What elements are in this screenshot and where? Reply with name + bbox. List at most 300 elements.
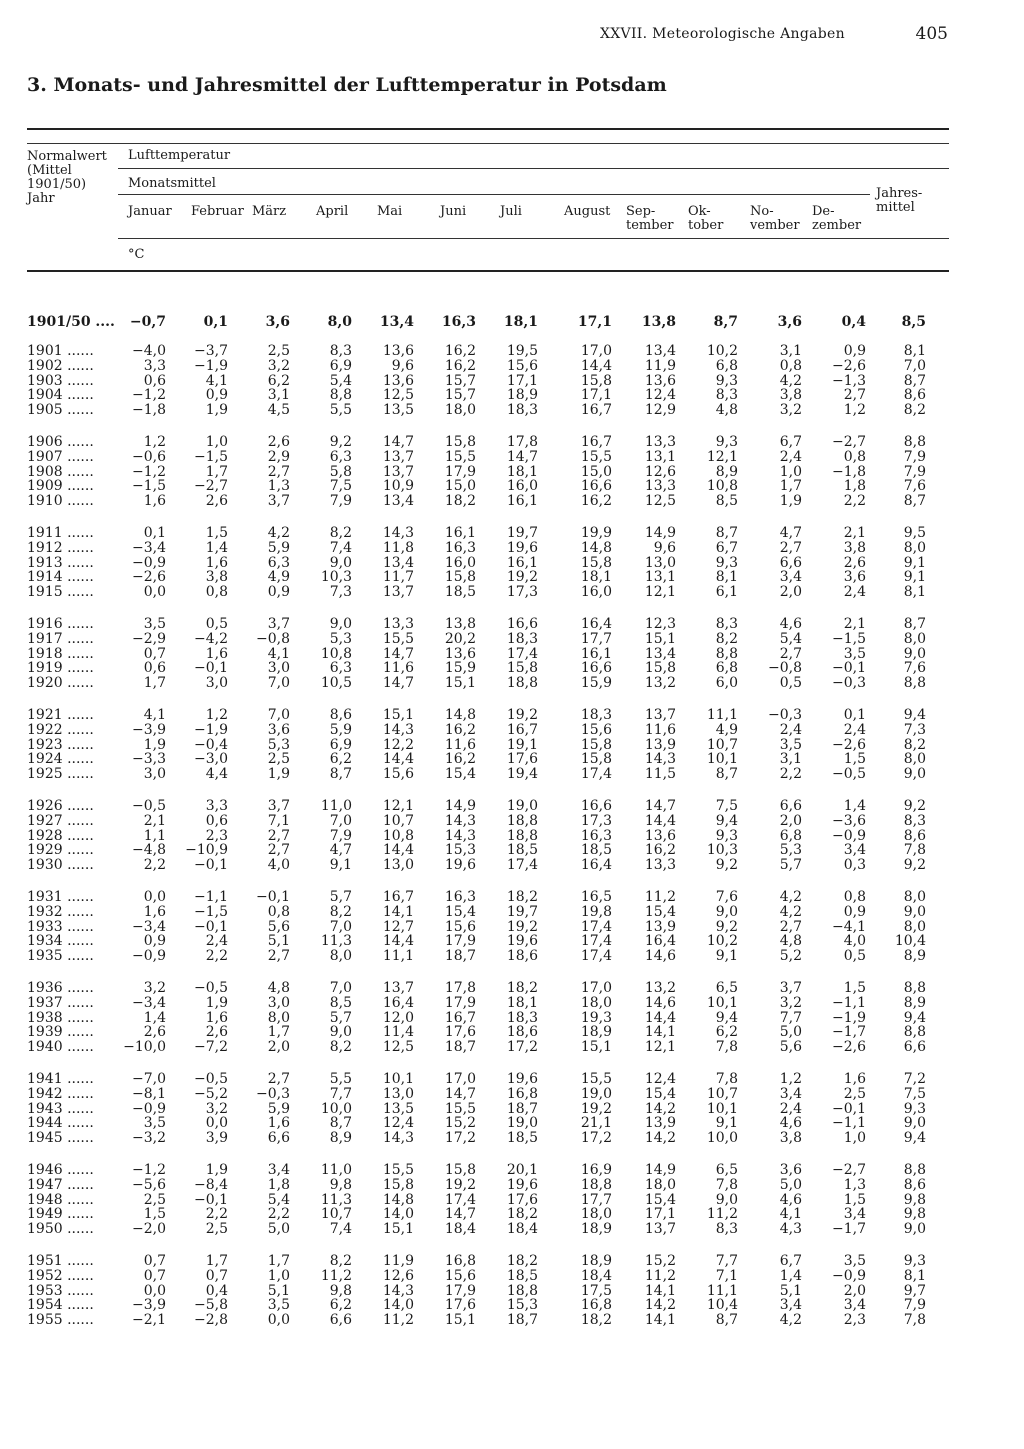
table-cell: 18,1 — [506, 463, 538, 480]
running-header: XXVII. Meteorologische Angaben — [600, 26, 845, 42]
table-cell: 15,1 — [444, 1312, 476, 1329]
table-cell: 17,2 — [580, 1130, 612, 1147]
table-cell: −8,4 — [194, 1176, 228, 1193]
table-cell: 16,0 — [580, 584, 612, 601]
table-cell: 7,8 — [715, 1176, 738, 1193]
table-cell: −0,9 — [132, 1100, 166, 1117]
table-cell: 8,0 — [327, 314, 352, 330]
table-cell: 3,6 — [265, 314, 290, 330]
table-cell: 7,0 — [903, 357, 926, 374]
table-cell: 3,0 — [205, 675, 228, 692]
table-cell: −2,7 — [194, 478, 228, 495]
table-cell: 0,6 — [143, 372, 166, 389]
table-cell: 15,8 — [444, 434, 476, 450]
table-cell: 7,0 — [329, 812, 352, 829]
table-cell: 9,4 — [715, 812, 738, 829]
table-cell: 9,3 — [715, 827, 738, 844]
row-year-label: 1906 ...... — [27, 434, 94, 450]
table-cell: 1,7 — [779, 478, 802, 495]
table-cell: 17,2 — [506, 1039, 538, 1056]
table-cell: 14,7 — [644, 798, 676, 814]
table-cell: 7,8 — [903, 842, 926, 859]
table-cell: 3,4 — [843, 842, 866, 859]
table-cell: 8,9 — [903, 994, 926, 1011]
table-cell: 15,1 — [580, 1039, 612, 1056]
table-cell: 7,1 — [267, 812, 290, 829]
table-cell: 14,1 — [644, 1024, 676, 1041]
table-cell: 1,9 — [143, 736, 166, 753]
table-cell: 13,6 — [444, 645, 476, 662]
table-cell: 15,6 — [506, 357, 538, 374]
table-cell: 16,8 — [506, 1085, 538, 1102]
table-cell: 17,9 — [444, 1282, 476, 1299]
table-cell: 13,9 — [644, 918, 676, 935]
table-cell: 10,1 — [706, 994, 738, 1011]
table-cell: −4,2 — [194, 630, 228, 647]
table-cell: 9,8 — [329, 1176, 352, 1193]
row-year-label: 1914 ...... — [27, 569, 94, 586]
table-cell: 2,1 — [843, 616, 866, 632]
table-cell: 7,8 — [903, 1312, 926, 1329]
table-cell: 9,1 — [903, 554, 926, 571]
table-cell: 0,5 — [205, 616, 228, 632]
table-cell: 11,1 — [706, 1282, 738, 1299]
table-cell: 2,0 — [267, 1039, 290, 1056]
table-cell: 8,2 — [329, 1039, 352, 1056]
table-cell: 14,3 — [382, 525, 414, 541]
table-cell: 17,3 — [580, 812, 612, 829]
table-cell: 16,0 — [444, 554, 476, 571]
table-cell: 19,8 — [580, 903, 612, 920]
table-cell: 15,8 — [444, 569, 476, 586]
table-cell: 16,1 — [580, 645, 612, 662]
table-cell: 15,6 — [580, 721, 612, 738]
table-cell: 15,5 — [580, 448, 612, 465]
table-cell: 0,0 — [143, 889, 166, 905]
table-cell: 0,9 — [205, 387, 228, 404]
table-cell: 14,6 — [644, 948, 676, 965]
row-label-header: (Mittel — [27, 163, 72, 178]
table-cell: 19,1 — [506, 736, 538, 753]
table-cell: −5,8 — [194, 1297, 228, 1314]
table-cell: −3,9 — [132, 1297, 166, 1314]
table-cell: 8,7 — [715, 525, 738, 541]
month-header: April — [316, 204, 349, 219]
table-cell: 2,5 — [267, 343, 290, 359]
table-cell: 14,2 — [644, 1297, 676, 1314]
table-cell: 17,4 — [580, 948, 612, 965]
table-cell: 1,6 — [143, 493, 166, 510]
table-cell: 5,2 — [779, 948, 802, 965]
table-cell: 13,7 — [382, 463, 414, 480]
table-cell: 17,0 — [580, 980, 612, 996]
table-cell: 15,7 — [444, 372, 476, 389]
table-cell: 1,7 — [205, 1253, 228, 1269]
table-cell: 16,1 — [444, 525, 476, 541]
table-cell: 3,9 — [205, 1130, 228, 1147]
table-cell: 14,1 — [644, 1312, 676, 1329]
table-cell: 5,0 — [779, 1176, 802, 1193]
table-cell: 1,6 — [143, 903, 166, 920]
table-cell: 0,0 — [143, 1282, 166, 1299]
table-cell: 1,7 — [205, 463, 228, 480]
table-cell: 10,3 — [706, 842, 738, 859]
table-cell: 1,9 — [205, 994, 228, 1011]
table-cell: 4,1 — [267, 645, 290, 662]
row-year-label: 1901 ...... — [27, 343, 94, 359]
table-cell: −1,2 — [132, 1162, 166, 1178]
table-cell: 1,3 — [267, 478, 290, 495]
table-cell: 14,3 — [382, 1282, 414, 1299]
table-cell: 3,0 — [143, 766, 166, 783]
table-cell: 14,4 — [382, 842, 414, 859]
table-cell: 3,8 — [779, 1130, 802, 1147]
table-cell: 15,8 — [506, 660, 538, 677]
table-cell: 9,3 — [715, 434, 738, 450]
table-cell: 3,5 — [267, 1297, 290, 1314]
table-cell: 15,5 — [444, 448, 476, 465]
table-cell: 6,6 — [903, 1039, 926, 1056]
row-year-label: 1927 ...... — [27, 812, 94, 829]
table-cell: 14,4 — [644, 1009, 676, 1026]
table-cell: 16,2 — [444, 357, 476, 374]
month-header: Juni — [440, 204, 467, 219]
table-cell: 1,0 — [267, 1267, 290, 1284]
table-cell: −0,1 — [194, 660, 228, 677]
table-cell: 15,8 — [580, 751, 612, 768]
table-cell: 16,8 — [580, 1297, 612, 1314]
table-cell: 8,8 — [903, 1024, 926, 1041]
row-year-label: 1941 ...... — [27, 1071, 94, 1087]
table-cell: 3,4 — [843, 1206, 866, 1223]
table-cell: 0,6 — [143, 660, 166, 677]
table-cell: 15,1 — [444, 675, 476, 692]
table-cell: 12,9 — [644, 402, 676, 419]
table-cell: 18,0 — [444, 402, 476, 419]
table-cell: 15,9 — [580, 675, 612, 692]
table-cell: 8,8 — [903, 675, 926, 692]
table-cell: 17,6 — [444, 1297, 476, 1314]
table-cell: 1,2 — [843, 402, 866, 419]
table-cell: 2,2 — [143, 857, 166, 874]
table-cell: 0,8 — [205, 584, 228, 601]
table-cell: 15,5 — [444, 1100, 476, 1117]
table-cell: 3,4 — [843, 1297, 866, 1314]
table-cell: 2,2 — [779, 766, 802, 783]
table-cell: 18,9 — [580, 1024, 612, 1041]
table-cell: 14,8 — [444, 707, 476, 723]
table-cell: 2,5 — [143, 1191, 166, 1208]
table-cell: 2,6 — [843, 554, 866, 571]
table-cell: 13,3 — [644, 434, 676, 450]
table-cell: 18,2 — [580, 1312, 612, 1329]
table-cell: 1,9 — [205, 402, 228, 419]
table-cell: 13,8 — [641, 314, 676, 330]
table-cell: 16,3 — [441, 314, 476, 330]
table-cell: 21,1 — [580, 1115, 612, 1132]
table-cell: 7,7 — [715, 1253, 738, 1269]
table-cell: −0,6 — [132, 448, 166, 465]
table-cell: 1,9 — [205, 1162, 228, 1178]
table-cell: 0,8 — [843, 889, 866, 905]
table-cell: 1,5 — [205, 525, 228, 541]
table-cell: 8,3 — [715, 387, 738, 404]
table-cell: −2,7 — [832, 1162, 866, 1178]
table-cell: 18,1 — [580, 569, 612, 586]
table-cell: 3,5 — [843, 645, 866, 662]
table-cell: 0,6 — [205, 812, 228, 829]
unit-label: °C — [128, 247, 145, 262]
table-cell: 9,8 — [329, 1282, 352, 1299]
table-cell: 17,7 — [580, 630, 612, 647]
row-year-label: 1915 ...... — [27, 584, 94, 601]
table-cell: 2,2 — [267, 1206, 290, 1223]
table-cell: 7,0 — [329, 980, 352, 996]
table-cell: 7,4 — [329, 1221, 352, 1238]
table-cell: 9,2 — [715, 857, 738, 874]
table-cell: 15,3 — [506, 1297, 538, 1314]
table-cell: 13,6 — [382, 343, 414, 359]
table-cell: −3,3 — [132, 751, 166, 768]
table-cell: 0,1 — [143, 525, 166, 541]
row-year-label: 1928 ...... — [27, 827, 94, 844]
table-cell: 2,3 — [843, 1312, 866, 1329]
table-cell: 12,1 — [706, 448, 738, 465]
table-cell: 4,9 — [267, 569, 290, 586]
table-cell: 6,2 — [715, 1024, 738, 1041]
row-year-label: 1933 ...... — [27, 918, 94, 935]
table-cell: 12,7 — [382, 918, 414, 935]
row-year-label: 1953 ...... — [27, 1282, 94, 1299]
table-cell: −3,4 — [132, 994, 166, 1011]
table-cell: 11,2 — [706, 1206, 738, 1223]
table-cell: −1,1 — [832, 1115, 866, 1132]
normal-row-label: 1901/50 .... — [27, 314, 115, 330]
row-year-label: 1938 ...... — [27, 1009, 94, 1026]
table-cell: 8,2 — [329, 1253, 352, 1269]
table-cell: 16,2 — [644, 842, 676, 859]
month-header: Mai — [377, 204, 403, 219]
row-year-label: 1936 ...... — [27, 980, 94, 996]
table-cell: 19,2 — [506, 707, 538, 723]
table-cell: 19,2 — [506, 918, 538, 935]
table-cell: −5,6 — [132, 1176, 166, 1193]
table-cell: −1,7 — [832, 1024, 866, 1041]
table-cell: 7,6 — [715, 889, 738, 905]
table-cell: 1,0 — [843, 1130, 866, 1147]
table-cell: 1,6 — [205, 1009, 228, 1026]
table-cell: 17,0 — [580, 343, 612, 359]
table-cell: 8,1 — [903, 343, 926, 359]
table-cell: 9,0 — [715, 903, 738, 920]
table-cell: 8,8 — [903, 1162, 926, 1178]
table-cell: 10,7 — [706, 736, 738, 753]
table-cell: 6,8 — [715, 357, 738, 374]
row-year-label: 1923 ...... — [27, 736, 94, 753]
table-cell: −2,0 — [132, 1221, 166, 1238]
table-cell: 6,7 — [779, 1253, 802, 1269]
table-cell: 8,0 — [329, 948, 352, 965]
table-cell: 0,7 — [205, 1267, 228, 1284]
table-cell: 15,4 — [644, 1085, 676, 1102]
table-cell: 13,2 — [644, 675, 676, 692]
table-cell: 7,1 — [715, 1267, 738, 1284]
table-cell: 8,5 — [329, 994, 352, 1011]
table-cell: 14,3 — [644, 751, 676, 768]
table-cell: 15,8 — [580, 554, 612, 571]
table-cell: 1,7 — [267, 1024, 290, 1041]
table-cell: 2,7 — [843, 387, 866, 404]
table-cell: 3,5 — [143, 616, 166, 632]
table-cell: 16,8 — [444, 1253, 476, 1269]
table-cell: 9,2 — [329, 434, 352, 450]
table-cell: 19,7 — [506, 525, 538, 541]
table-cell: 9,0 — [329, 554, 352, 571]
table-cell: 5,8 — [329, 463, 352, 480]
table-cell: 11,9 — [382, 1253, 414, 1269]
table-cell: 7,5 — [329, 478, 352, 495]
table-cell: 18,1 — [506, 994, 538, 1011]
table-cell: 6,9 — [329, 357, 352, 374]
table-cell: 15,1 — [382, 1221, 414, 1238]
row-year-label: 1917 ...... — [27, 630, 94, 647]
table-cell: −5,2 — [194, 1085, 228, 1102]
table-cell: −2,8 — [194, 1312, 228, 1329]
table-cell: −1,5 — [194, 448, 228, 465]
row-year-label: 1955 ...... — [27, 1312, 94, 1329]
table-cell: −0,9 — [832, 1267, 866, 1284]
table-cell: 19,2 — [444, 1176, 476, 1193]
table-cell: 0,8 — [267, 903, 290, 920]
row-year-label: 1948 ...... — [27, 1191, 94, 1208]
table-cell: 6,7 — [715, 539, 738, 556]
table-cell: −0,1 — [194, 1191, 228, 1208]
table-cell: 15,8 — [580, 372, 612, 389]
table-cell: −1,8 — [132, 402, 166, 419]
table-cell: 2,6 — [267, 434, 290, 450]
row-year-label: 1907 ...... — [27, 448, 94, 465]
table-cell: 0,9 — [143, 933, 166, 950]
table-cell: 17,0 — [444, 1071, 476, 1087]
table-cell: 7,7 — [329, 1085, 352, 1102]
table-cell: 13,3 — [644, 478, 676, 495]
table-cell: 8,3 — [329, 343, 352, 359]
table-cell: 8,0 — [903, 918, 926, 935]
table-cell: 2,2 — [843, 493, 866, 510]
month-header: Januar — [128, 204, 172, 219]
table-cell: 16,9 — [580, 1162, 612, 1178]
table-cell: 17,6 — [506, 751, 538, 768]
table-cell: 1,6 — [267, 1115, 290, 1132]
subgroup-header: Monatsmittel — [128, 176, 216, 191]
table-cell: 2,0 — [843, 1282, 866, 1299]
table-cell: 16,3 — [444, 889, 476, 905]
table-cell: 4,8 — [267, 980, 290, 996]
table-cell: 3,5 — [779, 736, 802, 753]
table-cell: 15,2 — [644, 1253, 676, 1269]
table-cell: 18,2 — [506, 889, 538, 905]
table-cell: 8,7 — [903, 493, 926, 510]
row-year-label: 1946 ...... — [27, 1162, 94, 1178]
table-cell: 9,6 — [391, 357, 414, 374]
table-cell: 2,7 — [267, 827, 290, 844]
rule-group — [118, 168, 949, 169]
table-cell: 2,0 — [779, 584, 802, 601]
table-cell: 18,2 — [506, 980, 538, 996]
row-label-header: Normalwert — [27, 149, 107, 164]
table-cell: 18,2 — [444, 493, 476, 510]
table-cell: −3,7 — [194, 343, 228, 359]
table-cell: 11,2 — [644, 1267, 676, 1284]
table-cell: 6,3 — [329, 660, 352, 677]
row-year-label: 1950 ...... — [27, 1221, 94, 1238]
row-year-label: 1934 ...... — [27, 933, 94, 950]
table-cell: 13,0 — [644, 554, 676, 571]
month-header: August — [564, 204, 611, 219]
row-year-label: 1911 ...... — [27, 525, 94, 541]
table-cell: 2,4 — [843, 584, 866, 601]
table-cell: −0,1 — [832, 1100, 866, 1117]
table-cell: 0,9 — [267, 584, 290, 601]
table-cell: 1,5 — [843, 1191, 866, 1208]
table-cell: 14,7 — [382, 675, 414, 692]
table-cell: 0,1 — [843, 707, 866, 723]
table-cell: 8,1 — [903, 584, 926, 601]
table-cell: 3,1 — [779, 343, 802, 359]
table-cell: 13,5 — [382, 1100, 414, 1117]
table-cell: 6,7 — [779, 434, 802, 450]
table-cell: 0,5 — [843, 948, 866, 965]
table-cell: 1,7 — [267, 1253, 290, 1269]
row-year-label: 1922 ...... — [27, 721, 94, 738]
page-number: 405 — [915, 24, 948, 44]
table-cell: 2,2 — [205, 948, 228, 965]
table-cell: 2,7 — [267, 463, 290, 480]
table-cell: 5,5 — [329, 1071, 352, 1087]
table-cell: 15,8 — [444, 1162, 476, 1178]
table-cell: 14,9 — [644, 1162, 676, 1178]
table-cell: 19,0 — [506, 1115, 538, 1132]
table-cell: 4,7 — [329, 842, 352, 859]
table-cell: −0,1 — [194, 857, 228, 874]
table-cell: 14,6 — [644, 994, 676, 1011]
table-cell: 18,5 — [506, 1267, 538, 1284]
row-year-label: 1945 ...... — [27, 1130, 94, 1147]
table-cell: 6,6 — [779, 554, 802, 571]
table-cell: −3,9 — [132, 721, 166, 738]
table-cell: −2,6 — [832, 1039, 866, 1056]
table-cell: 10,1 — [382, 1071, 414, 1087]
table-cell: 15,8 — [644, 660, 676, 677]
table-cell: 15,7 — [444, 387, 476, 404]
table-cell: 0,0 — [143, 584, 166, 601]
table-cell: 17,4 — [580, 766, 612, 783]
table-cell: 12,0 — [382, 1009, 414, 1026]
table-cell: 16,4 — [580, 616, 612, 632]
table-cell: 16,7 — [580, 434, 612, 450]
table-cell: 17,1 — [577, 314, 612, 330]
table-cell: 14,7 — [382, 434, 414, 450]
table-cell: 17,4 — [444, 1191, 476, 1208]
table-cell: 8,6 — [903, 1176, 926, 1193]
table-cell: 1,4 — [779, 1267, 802, 1284]
table-cell: 6,9 — [329, 736, 352, 753]
table-cell: 18,6 — [506, 1024, 538, 1041]
table-cell: 7,5 — [715, 798, 738, 814]
table-cell: 12,6 — [644, 463, 676, 480]
table-cell: 6,6 — [779, 798, 802, 814]
table-cell: 18,3 — [580, 707, 612, 723]
